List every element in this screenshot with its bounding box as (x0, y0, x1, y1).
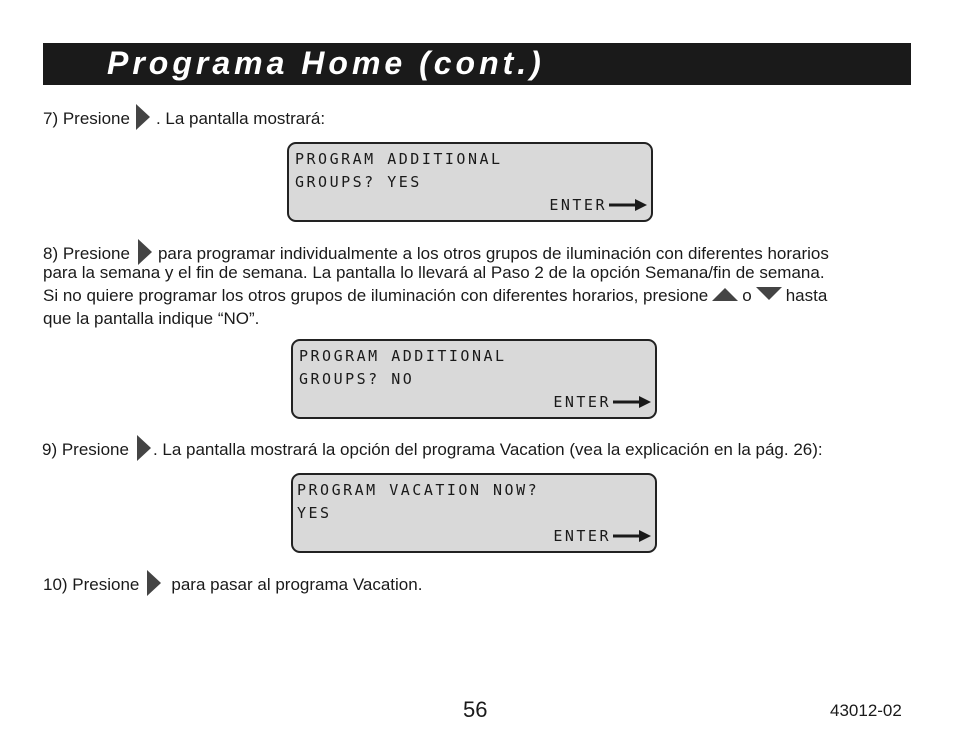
header-bar (43, 43, 911, 85)
step-7-text (43, 104, 325, 130)
step-8-line-3 (43, 285, 827, 307)
step-9-text (42, 435, 823, 461)
lcd-display-2 (291, 339, 657, 419)
step-7-prefix: 7) Presione (43, 109, 130, 128)
lcd-display-3-enter (553, 527, 651, 545)
lcd-display-1-line-2: GROUPS? YES (295, 173, 422, 191)
enter-arrow-icon (613, 529, 651, 543)
step-8-line-3-text: Si no quiere programar los otros grupos de iluminación con diferentes horarios, presione (43, 286, 709, 305)
enter-arrow-icon (609, 198, 647, 212)
lcd-display-1-enter (549, 196, 647, 214)
step-8-or: o (742, 286, 752, 305)
enter-label: ENTER (553, 393, 611, 411)
page-title: Programa Home (cont.) (107, 45, 545, 81)
step-8-until: hasta (785, 286, 828, 305)
step-8-line-1-text: para programar individualmente a los otros grupos de iluminación con diferentes horarios (157, 244, 829, 263)
lcd-display-3-line-1: PROGRAM VACATION NOW? (297, 481, 540, 499)
enter-label: ENTER (553, 527, 611, 545)
page-number: 56 (463, 697, 488, 722)
step-8-prefix: 8) Presione (43, 244, 130, 263)
up-arrow-button-icon (712, 288, 738, 301)
lcd-display-3-line-2: YES (297, 504, 332, 522)
down-arrow-button-icon (756, 287, 782, 300)
document-code: 43012-02 (830, 701, 902, 720)
enter-arrow-icon (613, 395, 651, 409)
enter-label: ENTER (549, 196, 607, 214)
step-9-prefix: 9) Presione (42, 440, 129, 459)
step-10-text (43, 570, 422, 596)
lcd-display-2-line-1: PROGRAM ADDITIONAL (299, 347, 507, 365)
lcd-display-2-line-2: GROUPS? NO (299, 370, 415, 388)
right-arrow-button-icon (147, 570, 161, 596)
lcd-display-1-line-1: PROGRAM ADDITIONAL (295, 150, 503, 168)
step-10-suffix: para pasar al programa Vacation. (171, 575, 423, 594)
step-8-line-4: que la pantalla indique “NO”. (43, 309, 260, 328)
right-arrow-button-icon (136, 104, 150, 130)
lcd-display-2-enter (553, 393, 651, 411)
lcd-display-1 (287, 142, 653, 222)
step-8-line-2: para la semana y el fin de semana. La pantalla lo llevará al Paso 2 de la opción Semana/fin de semana. (43, 263, 825, 282)
step-10-prefix: 10) Presione (43, 575, 140, 594)
step-9-suffix: . La pantalla mostrará la opción del programa Vacation (vea la explicación en la pág. 26): (152, 440, 823, 459)
right-arrow-button-icon (137, 435, 151, 461)
lcd-display-3 (291, 473, 657, 553)
step-7-suffix: . La pantalla mostrará: (155, 109, 326, 128)
